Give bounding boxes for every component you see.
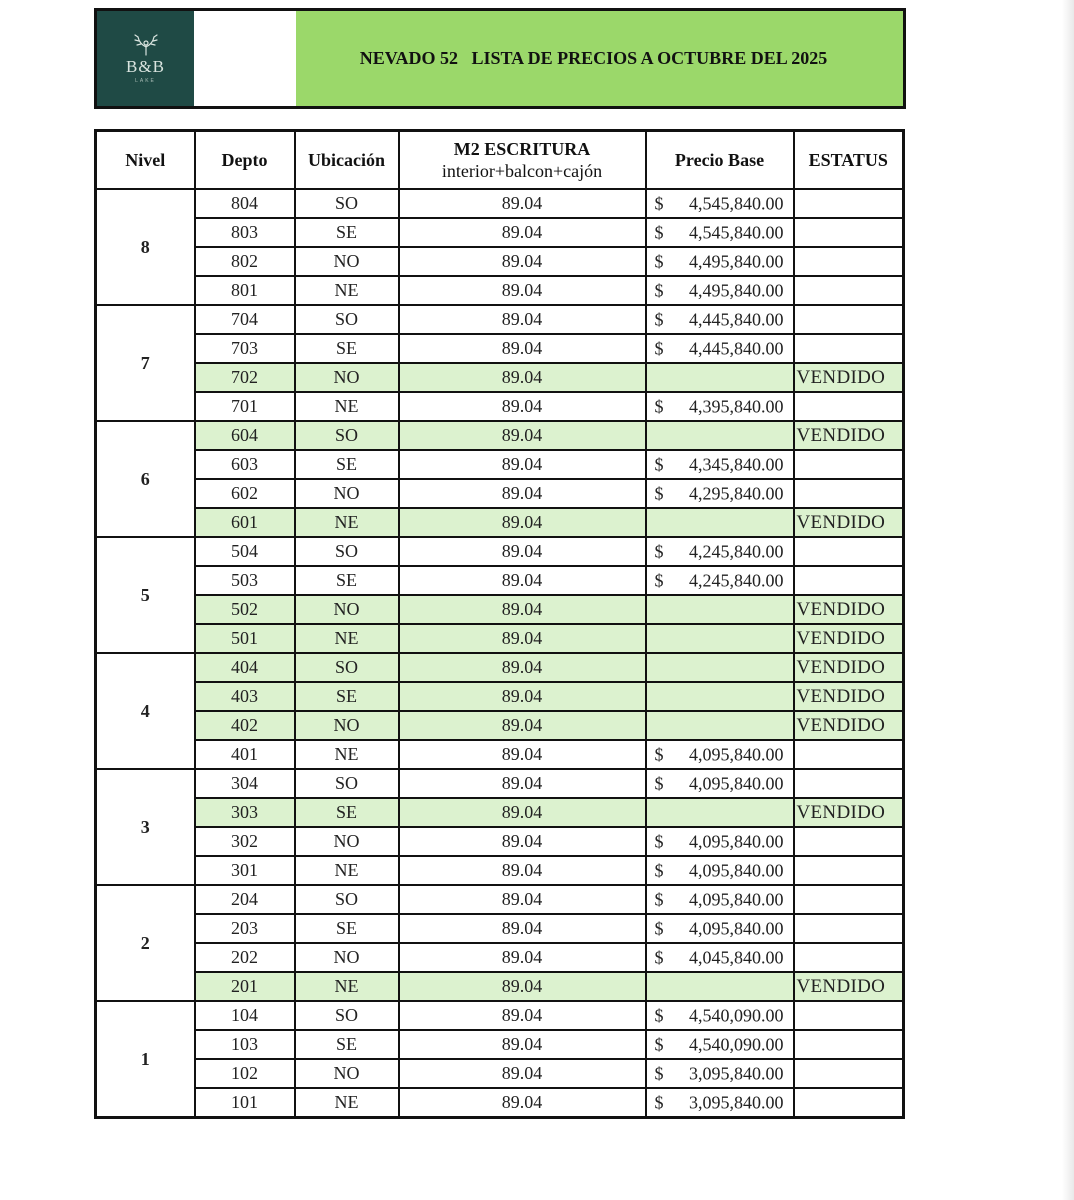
precio-cell [646,392,794,421]
precio-cell [646,914,794,943]
depto-cell: 803 [195,218,295,247]
table-row [96,450,904,479]
currency-symbol: $ [654,251,664,271]
m2-cell: 89.04 [399,885,646,914]
m2-cell: 89.04 [399,682,646,711]
ubicacion-cell: NE [295,508,399,537]
price-amount: 4,095,840.00 [689,889,784,909]
table-row [96,740,904,769]
currency-symbol: $ [654,483,664,503]
ubicacion-cell: SE [295,682,399,711]
m2-cell: 89.04 [399,856,646,885]
table-row [96,682,904,711]
precio-cell [646,218,794,247]
ubicacion-cell: SO [295,537,399,566]
m2-cell: 89.04 [399,276,646,305]
currency-symbol: $ [654,831,664,851]
nivel-cell: 2 [96,885,195,1001]
table-row [96,711,904,740]
depto-cell: 202 [195,943,295,972]
precio-cell [646,653,794,682]
ubicacion-cell: SO [295,421,399,450]
currency-symbol: $ [654,570,664,590]
estatus-cell [794,334,904,363]
table-row [96,1001,904,1030]
currency-symbol: $ [654,222,664,242]
col-header-precio: Precio Base [646,131,794,190]
estatus-cell: VENDIDO [794,798,904,827]
depto-cell: 802 [195,247,295,276]
m2-cell: 89.04 [399,740,646,769]
depto-cell: 201 [195,972,295,1001]
col-header-m2 [399,131,646,190]
m2-cell: 89.04 [399,392,646,421]
currency-symbol: $ [654,1005,664,1025]
m2-cell: 89.04 [399,972,646,1001]
estatus-cell: VENDIDO [794,363,904,392]
precio-cell [646,276,794,305]
ubicacion-cell: SO [295,653,399,682]
depto-cell: 704 [195,305,295,334]
depto-cell: 404 [195,653,295,682]
ubicacion-cell: NE [295,276,399,305]
header-blank-cell [194,11,296,106]
estatus-cell: VENDIDO [794,711,904,740]
depto-cell: 502 [195,595,295,624]
ubicacion-cell: SO [295,189,399,218]
currency-symbol: $ [654,918,664,938]
m2-cell: 89.04 [399,421,646,450]
estatus-cell [794,218,904,247]
precio-cell [646,508,794,537]
table-row [96,537,904,566]
m2-cell: 89.04 [399,566,646,595]
estatus-cell [794,305,904,334]
table-row [96,827,904,856]
col-header-ubicacion: Ubicación [295,131,399,190]
depto-cell: 601 [195,508,295,537]
table-row [96,653,904,682]
table-row [96,479,904,508]
ubicacion-cell: SE [295,334,399,363]
ubicacion-cell: NO [295,247,399,276]
currency-symbol: $ [654,280,664,300]
precio-cell [646,740,794,769]
estatus-cell [794,479,904,508]
price-amount: 4,095,840.00 [689,860,784,880]
nivel-cell: 7 [96,305,195,421]
precio-cell [646,711,794,740]
depto-cell: 204 [195,885,295,914]
ubicacion-cell: SE [295,218,399,247]
depto-cell: 501 [195,624,295,653]
depto-cell: 801 [195,276,295,305]
ubicacion-cell: SE [295,914,399,943]
ubicacion-cell: NO [295,1059,399,1088]
m2-cell: 89.04 [399,189,646,218]
col-header-estatus: ESTATUS [794,131,904,190]
estatus-cell [794,566,904,595]
currency-symbol: $ [654,454,664,474]
estatus-cell [794,1088,904,1118]
depto-cell: 504 [195,537,295,566]
table-row [96,566,904,595]
depto-cell: 701 [195,392,295,421]
col-header-m2-sub: interior+balcon+cajón [441,161,603,181]
price-amount: 4,495,840.00 [689,280,784,300]
currency-symbol: $ [654,193,664,213]
depto-cell: 804 [195,189,295,218]
table-row [96,508,904,537]
currency-symbol: $ [654,860,664,880]
m2-cell: 89.04 [399,1030,646,1059]
estatus-cell [794,769,904,798]
currency-symbol: $ [654,773,664,793]
table-header [96,131,904,190]
price-amount: 4,295,840.00 [689,483,784,503]
precio-cell [646,856,794,885]
precio-cell [646,1059,794,1088]
estatus-cell: VENDIDO [794,508,904,537]
m2-cell: 89.04 [399,363,646,392]
depto-cell: 604 [195,421,295,450]
m2-cell: 89.04 [399,218,646,247]
table-row [96,276,904,305]
precio-cell [646,972,794,1001]
ubicacion-cell: NO [295,479,399,508]
currency-symbol: $ [654,396,664,416]
estatus-cell [794,856,904,885]
estatus-cell [794,276,904,305]
col-header-depto: Depto [195,131,295,190]
depto-cell: 104 [195,1001,295,1030]
m2-cell: 89.04 [399,1088,646,1118]
nivel-cell: 8 [96,189,195,305]
ubicacion-cell: NO [295,363,399,392]
nivel-cell: 1 [96,1001,195,1118]
estatus-cell [794,1001,904,1030]
estatus-cell [794,1030,904,1059]
table-row [96,943,904,972]
price-amount: 4,495,840.00 [689,251,784,271]
m2-cell: 89.04 [399,653,646,682]
depto-cell: 203 [195,914,295,943]
table-row [96,421,904,450]
table-row [96,798,904,827]
nivel-cell: 5 [96,537,195,653]
price-amount: 3,095,840.00 [689,1063,784,1083]
estatus-cell: VENDIDO [794,653,904,682]
price-amount: 4,095,840.00 [689,744,784,764]
ubicacion-cell: SE [295,1030,399,1059]
ubicacion-cell: SO [295,305,399,334]
m2-cell: 89.04 [399,595,646,624]
estatus-cell: VENDIDO [794,682,904,711]
ubicacion-cell: NE [295,624,399,653]
table-row [96,769,904,798]
depto-cell: 301 [195,856,295,885]
m2-cell: 89.04 [399,247,646,276]
logo [97,11,194,106]
table-row [96,885,904,914]
price-amount: 4,445,840.00 [689,338,784,358]
ubicacion-cell: NO [295,595,399,624]
ubicacion-cell: NO [295,711,399,740]
estatus-cell [794,392,904,421]
estatus-cell [794,189,904,218]
currency-symbol: $ [654,541,664,561]
ubicacion-cell: NO [295,943,399,972]
price-amount: 4,545,840.00 [689,222,784,242]
header-row [96,131,904,190]
precio-cell [646,450,794,479]
ubicacion-cell: NE [295,392,399,421]
precio-cell [646,421,794,450]
precio-cell [646,334,794,363]
table-row [96,595,904,624]
depto-cell: 402 [195,711,295,740]
table-row [96,334,904,363]
ubicacion-cell: SO [295,769,399,798]
page-title: NEVADO 52 LISTA DE PRECIOS A OCTUBRE DEL 2025 [359,48,828,68]
precio-cell [646,537,794,566]
estatus-cell [794,1059,904,1088]
m2-cell: 89.04 [399,914,646,943]
title-cell [296,11,903,106]
m2-cell: 89.04 [399,711,646,740]
depto-cell: 703 [195,334,295,363]
price-amount: 4,245,840.00 [689,541,784,561]
ubicacion-cell: SO [295,1001,399,1030]
precio-cell [646,943,794,972]
currency-symbol: $ [654,947,664,967]
estatus-cell [794,537,904,566]
price-amount: 4,095,840.00 [689,918,784,938]
table-row [96,392,904,421]
m2-cell: 89.04 [399,305,646,334]
precio-cell [646,189,794,218]
m2-cell: 89.04 [399,508,646,537]
ubicacion-cell: SE [295,798,399,827]
depto-cell: 503 [195,566,295,595]
ubicacion-cell: SE [295,566,399,595]
depto-cell: 103 [195,1030,295,1059]
nivel-cell: 6 [96,421,195,537]
m2-cell: 89.04 [399,537,646,566]
col-header-m2-title: M2 ESCRITURA [453,139,591,159]
table-row [96,1059,904,1088]
precio-cell [646,595,794,624]
logo-subtext: LAKE [135,77,156,84]
price-table [94,129,905,1119]
estatus-cell [794,247,904,276]
depto-cell: 304 [195,769,295,798]
depto-cell: 401 [195,740,295,769]
table-row [96,363,904,392]
ubicacion-cell: NE [295,1088,399,1118]
currency-symbol: $ [654,309,664,329]
m2-cell: 89.04 [399,1059,646,1088]
precio-cell [646,305,794,334]
estatus-cell [794,943,904,972]
depto-cell: 403 [195,682,295,711]
precio-cell [646,1030,794,1059]
precio-cell [646,1001,794,1030]
antlers-logo-icon [126,34,166,56]
table-row [96,1030,904,1059]
depto-cell: 102 [195,1059,295,1088]
m2-cell: 89.04 [399,943,646,972]
depto-cell: 702 [195,363,295,392]
estatus-cell [794,885,904,914]
currency-symbol: $ [654,744,664,764]
ubicacion-cell: NE [295,740,399,769]
precio-cell [646,479,794,508]
table-row [96,189,904,218]
m2-cell: 89.04 [399,450,646,479]
estatus-cell: VENDIDO [794,624,904,653]
precio-cell [646,566,794,595]
estatus-cell [794,827,904,856]
price-amount: 4,045,840.00 [689,947,784,967]
precio-cell [646,624,794,653]
table-row [96,972,904,1001]
logo-text: B&B [126,56,165,76]
price-amount: 4,545,840.00 [689,193,784,213]
depto-cell: 603 [195,450,295,479]
m2-cell: 89.04 [399,334,646,363]
estatus-cell: VENDIDO [794,972,904,1001]
depto-cell: 602 [195,479,295,508]
price-amount: 4,445,840.00 [689,309,784,329]
depto-cell: 303 [195,798,295,827]
nivel-cell: 4 [96,653,195,769]
price-amount: 4,395,840.00 [689,396,784,416]
ubicacion-cell: SO [295,885,399,914]
estatus-cell: VENDIDO [794,421,904,450]
m2-cell: 89.04 [399,1001,646,1030]
estatus-cell: VENDIDO [794,595,904,624]
table-row [96,624,904,653]
currency-symbol: $ [654,1092,664,1112]
table-row [96,218,904,247]
table-row [96,247,904,276]
price-amount: 4,245,840.00 [689,570,784,590]
table-row [96,305,904,334]
table-row [96,914,904,943]
currency-symbol: $ [654,338,664,358]
price-amount: 4,540,090.00 [689,1034,784,1054]
precio-cell [646,363,794,392]
price-amount: 4,540,090.00 [689,1005,784,1025]
estatus-cell [794,914,904,943]
price-amount: 4,095,840.00 [689,773,784,793]
precio-cell [646,769,794,798]
depto-cell: 101 [195,1088,295,1118]
precio-cell [646,682,794,711]
m2-cell: 89.04 [399,479,646,508]
col-header-nivel: Nivel [96,131,195,190]
precio-cell [646,798,794,827]
table-body [96,189,904,1118]
estatus-cell [794,450,904,479]
header-banner [94,8,906,109]
price-amount: 4,095,840.00 [689,831,784,851]
precio-cell [646,247,794,276]
estatus-cell [794,740,904,769]
price-amount: 3,095,840.00 [689,1092,784,1112]
depto-cell: 302 [195,827,295,856]
precio-cell [646,827,794,856]
page-edge-shadow [1062,0,1074,1200]
ubicacion-cell: NE [295,856,399,885]
ubicacion-cell: SE [295,450,399,479]
ubicacion-cell: NE [295,972,399,1001]
m2-cell: 89.04 [399,827,646,856]
table-row [96,856,904,885]
currency-symbol: $ [654,889,664,909]
price-amount: 4,345,840.00 [689,454,784,474]
precio-cell [646,885,794,914]
currency-symbol: $ [654,1063,664,1083]
m2-cell: 89.04 [399,769,646,798]
nivel-cell: 3 [96,769,195,885]
m2-cell: 89.04 [399,798,646,827]
m2-cell: 89.04 [399,624,646,653]
precio-cell [646,1088,794,1118]
ubicacion-cell: NO [295,827,399,856]
table-row [96,1088,904,1118]
currency-symbol: $ [654,1034,664,1054]
